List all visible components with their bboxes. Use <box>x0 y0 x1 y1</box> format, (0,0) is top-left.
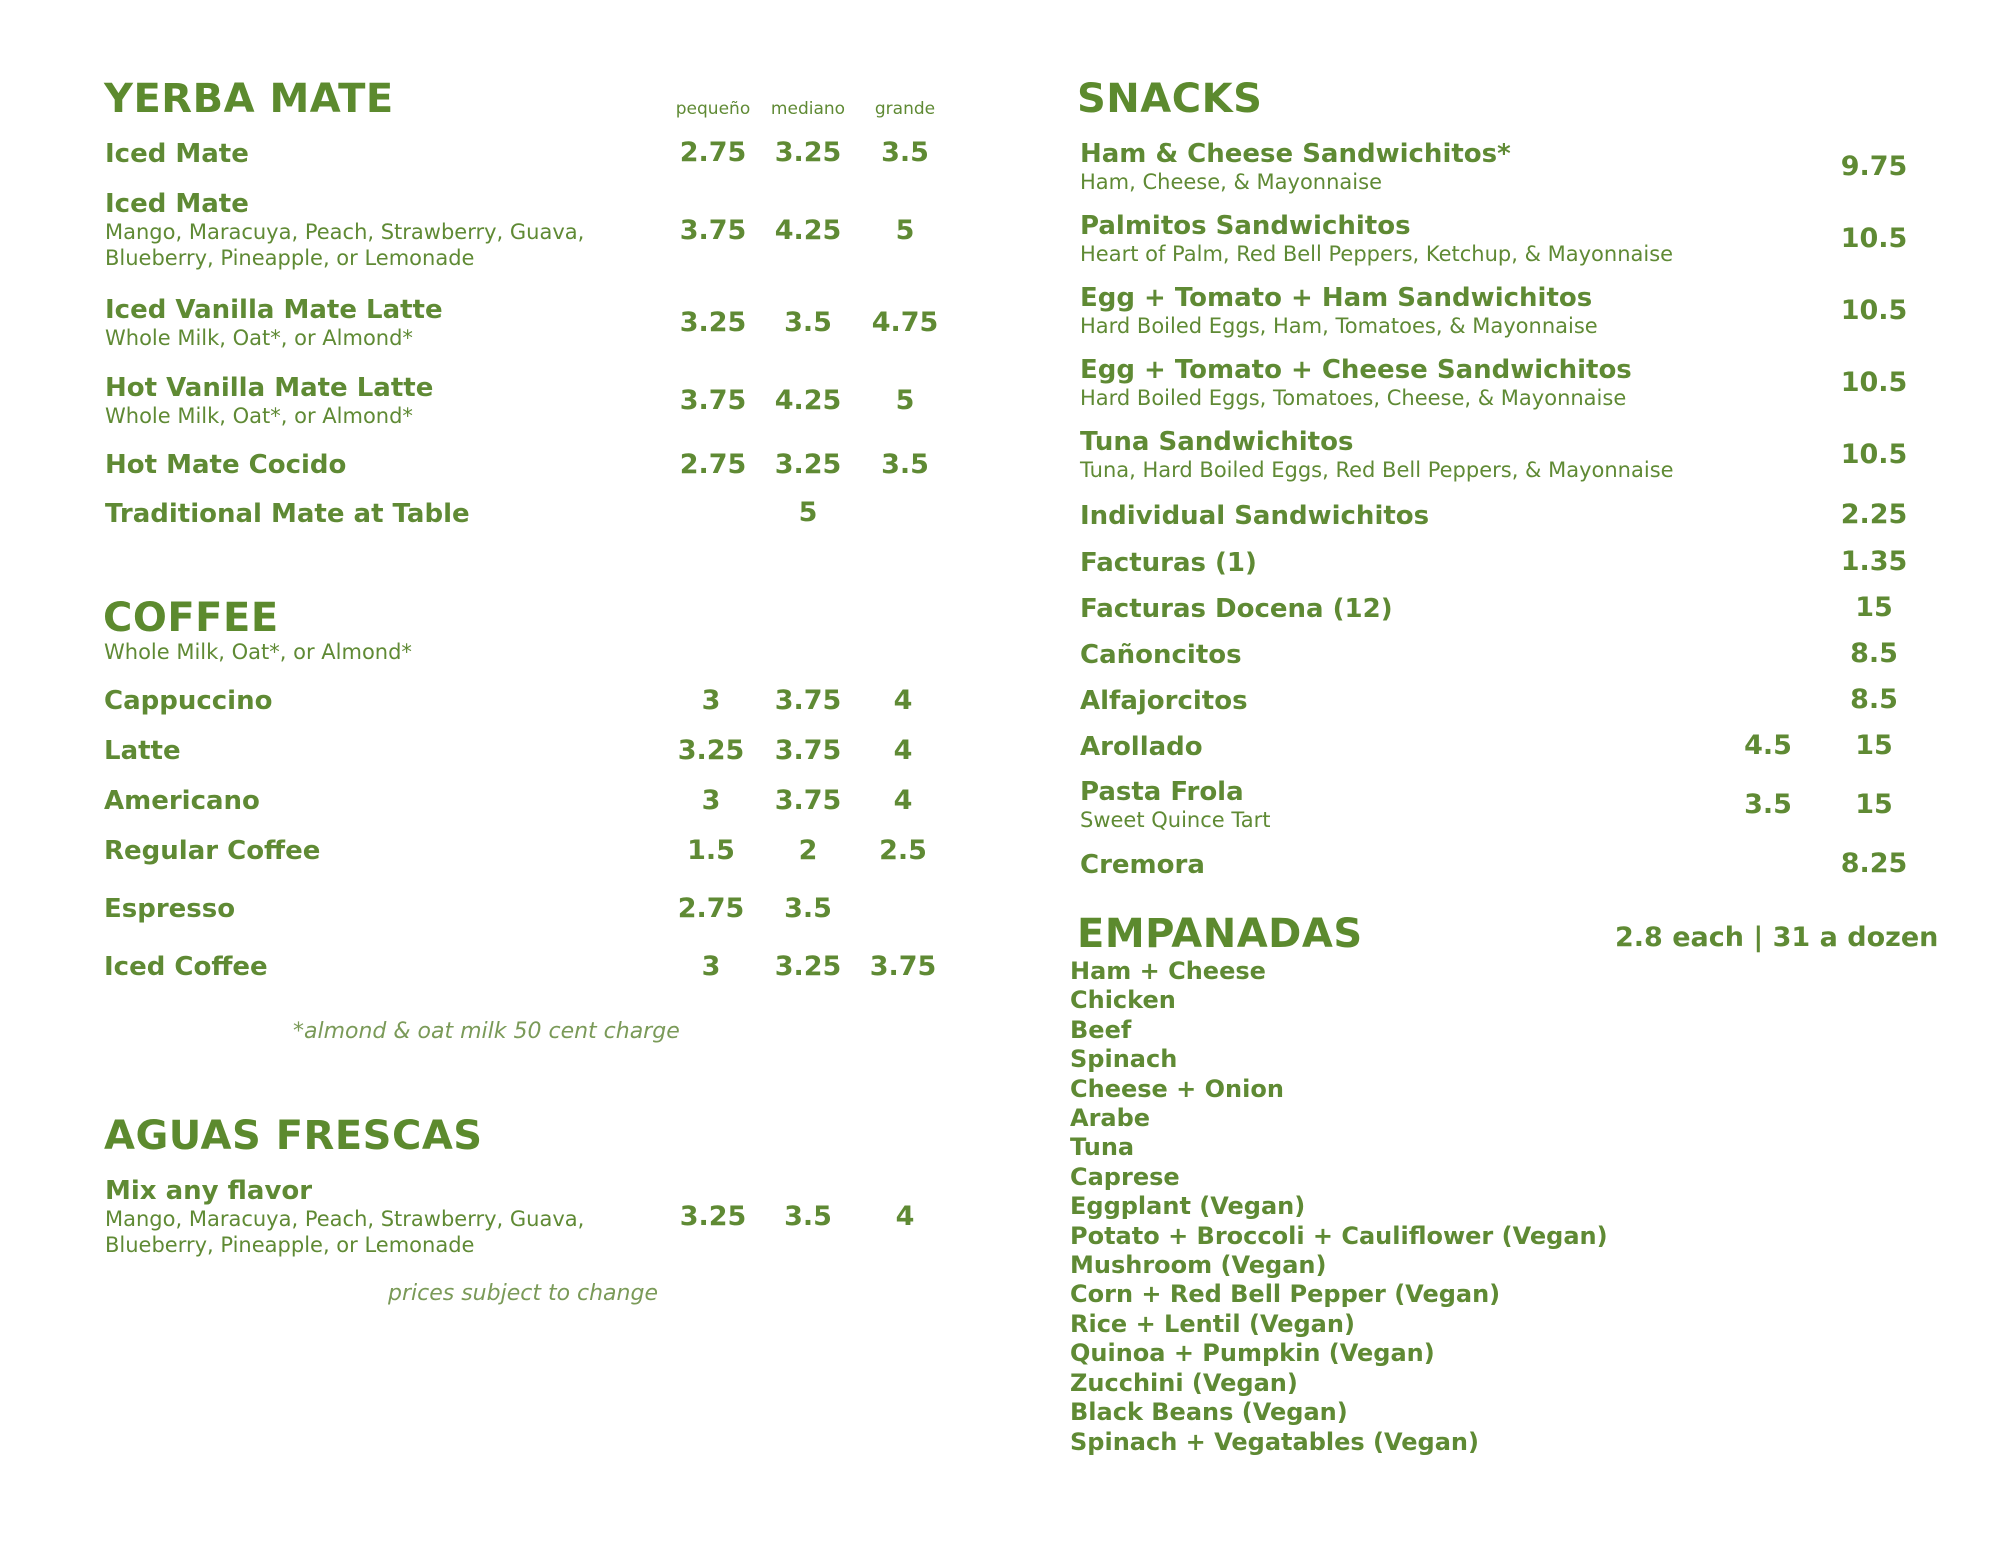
price-large: 5 <box>895 215 915 246</box>
price-medium: 3.5 <box>784 307 832 338</box>
price-medium: 3.75 <box>774 735 842 766</box>
menu-item-name: Regular Coffee <box>104 836 321 866</box>
price-small: 3 <box>701 685 721 716</box>
menu-item-name: Iced Coffee <box>104 952 268 982</box>
menu-item <box>1080 283 1598 339</box>
price: 15 <box>1855 730 1893 761</box>
item-description: Tuna, Hard Boiled Eggs, Red Bell Peppers, & Mayonnaise <box>1080 458 1674 482</box>
price-small: 3 <box>701 951 721 982</box>
price-small: 3 <box>701 785 721 816</box>
price-medium: 3.25 <box>774 137 842 168</box>
price-large: 2.5 <box>879 835 927 866</box>
menu-item-name: Americano <box>104 786 260 816</box>
list-item: Rice + Lentil (Vegan) <box>1070 1309 1355 1338</box>
snacks-heading: SNACKS <box>1077 76 1263 122</box>
price: 10.5 <box>1840 295 1908 326</box>
item-name: Iced Vanilla Mate Latte <box>105 295 443 325</box>
list-item: Chicken <box>1070 986 1176 1015</box>
item-name: Pasta Frola <box>1080 777 1244 807</box>
item-name: Hot Mate Cocido <box>105 450 347 480</box>
item-description: Whole Milk, Oat*, or Almond* <box>105 404 413 428</box>
list-item: Quinoa + Pumpkin (Vegan) <box>1070 1339 1435 1368</box>
menu-item-name: Latte <box>104 736 181 766</box>
price-small: 3.5 <box>1744 789 1792 820</box>
price-large: 3.75 <box>869 951 937 982</box>
price: 1.35 <box>1840 546 1908 577</box>
item-description: Mango, Maracuya, Peach, Strawberry, Guava, <box>105 220 585 244</box>
price-large: 5 <box>895 385 915 416</box>
menu-item-name: Alfajorcitos <box>1080 686 1248 716</box>
menu-item-name: Cappuccino <box>104 686 273 716</box>
price-medium: 4.25 <box>774 215 842 246</box>
price-medium: 3.75 <box>774 785 842 816</box>
price-small: 3.25 <box>679 1201 747 1232</box>
price-small: 3.75 <box>679 215 747 246</box>
item-name: Iced Mate <box>105 189 249 219</box>
item-description: Whole Milk, Oat*, or Almond* <box>105 326 413 350</box>
price-large: 4 <box>893 685 913 716</box>
menu-item <box>105 139 249 169</box>
menu-item <box>1080 139 1511 195</box>
price: 8.5 <box>1850 684 1898 715</box>
item-description-line2: Blueberry, Pineapple, or Lemonade <box>105 246 475 270</box>
item-name: Tuna Sandwichitos <box>1080 427 1354 457</box>
list-item: Zucchini (Vegan) <box>1070 1368 1298 1397</box>
list-item: Caprese <box>1070 1162 1180 1191</box>
price: 15 <box>1855 789 1893 820</box>
list-item: Ham + Cheese <box>1070 957 1266 985</box>
item-name: Ham & Cheese Sandwichitos* <box>1080 139 1511 169</box>
price-medium: 3.25 <box>774 449 842 480</box>
empanadas-heading: EMPANADAS <box>1077 911 1363 957</box>
price-large: 4 <box>893 785 913 816</box>
list-item: Corn + Red Bell Pepper (Vegan) <box>1070 1280 1501 1309</box>
price-small: 3.75 <box>679 385 747 416</box>
price: 2.25 <box>1840 499 1908 530</box>
menu-item <box>105 499 470 529</box>
price-medium: 3.5 <box>784 893 832 924</box>
menu-item <box>105 189 584 271</box>
coffee-subtitle: Whole Milk, Oat*, or Almond* <box>104 640 412 664</box>
menu-item-name: Individual Sandwichitos <box>1080 501 1430 531</box>
price-small: 1.5 <box>687 835 735 866</box>
size-medium-label: mediano <box>770 99 846 119</box>
item-description: Heart of Palm, Red Bell Peppers, Ketchup, & Mayonnaise <box>1080 242 1674 266</box>
item-name: Egg + Tomato + Ham Sandwichitos <box>1080 283 1593 313</box>
menu-item-name: Facturas Docena (12) <box>1080 594 1393 624</box>
list-item: Mushroom (Vegan) <box>1070 1251 1327 1280</box>
price-large: 3.5 <box>881 137 929 168</box>
list-item: Black Beans (Vegan) <box>1070 1398 1348 1427</box>
price-medium: 4.25 <box>774 385 842 416</box>
price-large: 3.5 <box>881 449 929 480</box>
yerba-mate-heading: YERBA MATE <box>104 76 394 122</box>
coffee-heading: COFFEE <box>103 595 279 641</box>
price-medium: 3.75 <box>774 685 842 716</box>
item-name: Traditional Mate at Table <box>105 499 470 529</box>
menu-item-name: Espresso <box>104 894 236 924</box>
price-medium: 3.5 <box>784 1201 832 1232</box>
menu-item-name: Cañoncitos <box>1080 640 1242 670</box>
menu-item <box>1080 211 1673 267</box>
menu-item <box>1080 355 1632 411</box>
price-small: 2.75 <box>679 137 747 168</box>
list-item: Arabe <box>1070 1104 1151 1133</box>
price-small: 2.75 <box>679 449 747 480</box>
list-item: Cheese + Onion <box>1070 1074 1284 1103</box>
price-change-note: prices subject to change <box>388 1281 658 1306</box>
list-item: Potato + Broccoli + Cauliflower (Vegan) <box>1070 1221 1608 1250</box>
list-item: Spinach <box>1070 1045 1178 1074</box>
size-large-label: grande <box>874 99 936 119</box>
item-name: Iced Mate <box>105 139 249 169</box>
price-small: 4.5 <box>1744 730 1792 761</box>
price: 8.5 <box>1850 638 1898 669</box>
item-name: Mix any flavor <box>105 1176 313 1206</box>
price-small: 2.75 <box>677 893 745 924</box>
menu-item <box>1080 777 1270 833</box>
item-name: Palmitos Sandwichitos <box>1080 211 1411 241</box>
list-item: Eggplant (Vegan) <box>1070 1192 1306 1221</box>
menu-item <box>105 295 443 351</box>
aguas-frescas-heading: AGUAS FRESCAS <box>104 1113 483 1159</box>
price: 10.5 <box>1840 367 1908 398</box>
price: 10.5 <box>1840 439 1908 470</box>
item-description: Sweet Quince Tart <box>1080 808 1271 832</box>
list-item: Beef <box>1070 1015 1132 1044</box>
menu-item-name: Arollado <box>1080 732 1203 762</box>
item-description: Ham, Cheese, & Mayonnaise <box>1080 170 1382 194</box>
price-medium: 2 <box>798 835 818 866</box>
price-medium: 3.25 <box>774 951 842 982</box>
menu-item <box>105 450 346 480</box>
item-description: Mango, Maracuya, Peach, Strawberry, Guava, <box>105 1207 585 1231</box>
price-large: 4.75 <box>871 307 939 338</box>
price-small: 3.25 <box>677 735 745 766</box>
price: 8.25 <box>1840 848 1908 879</box>
milk-charge-note: *almond & oat milk 50 cent charge <box>293 1019 680 1044</box>
price-large: 4 <box>895 1201 915 1232</box>
price: 9.75 <box>1840 151 1908 182</box>
item-description: Hard Boiled Eggs, Tomatoes, Cheese, & Mayonnaise <box>1080 386 1627 410</box>
price: 10.5 <box>1840 223 1908 254</box>
menu-item <box>105 373 433 429</box>
price-small: 3.25 <box>679 307 747 338</box>
empanadas-price: 2.8 each | 31 a dozen <box>1615 922 1939 953</box>
menu-item-name: Facturas (1) <box>1080 548 1257 578</box>
menu-item-name: Cremora <box>1080 850 1205 880</box>
price: 15 <box>1855 592 1893 623</box>
menu-item <box>1080 427 1674 483</box>
item-name: Hot Vanilla Mate Latte <box>105 373 434 403</box>
menu-item <box>105 1176 584 1258</box>
list-item: Spinach + Vegatables (Vegan) <box>1070 1427 1479 1456</box>
item-description-line2: Blueberry, Pineapple, or Lemonade <box>105 1233 475 1257</box>
price-large: 4 <box>893 735 913 766</box>
size-small-label: pequeño <box>675 99 751 119</box>
empanadas-list <box>1070 957 1608 1457</box>
price-medium: 5 <box>798 497 818 528</box>
item-description: Hard Boiled Eggs, Ham, Tomatoes, & Mayonnaise <box>1080 314 1598 338</box>
item-name: Egg + Tomato + Cheese Sandwichitos <box>1080 355 1632 385</box>
list-item: Tuna <box>1070 1133 1135 1162</box>
